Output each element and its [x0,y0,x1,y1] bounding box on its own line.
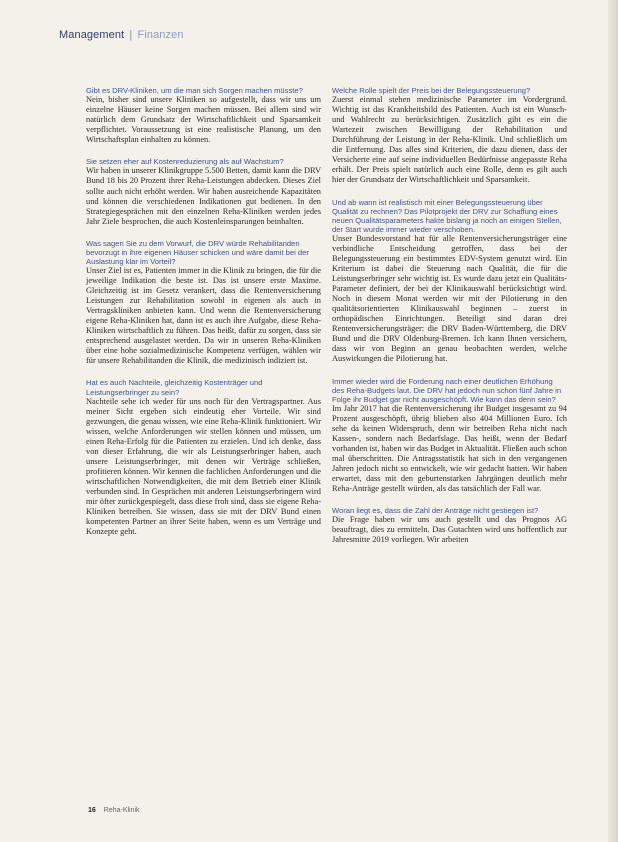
interview-question: Sie setzen eher auf Kostenreduzierung als auf Wachstum? [86,157,284,167]
interview-question: Immer wieder wird die Forderung nach einer deutlichen Erhöhung des Reha-Budgets laut. Die DRV hat jedoch nun schon fünf Jahre in Folge ihr Budget gar nicht ausgeschöpft. Wie kann das denn sein? [332,376,562,404]
interview-answer: Zuerst einmal stehen medizinische Parameter im Vordergrund. Wichtig ist das Krankheitsbild des Patienten. Auch ist ein Wunsch- und Wahlrecht zu berücksichtigen. Zusätzlich gibt es ein die Wartezeit zwischen Bewilligung der Rehabilitation und Durchführung der Leistung in der Reha-Klinik. Und schließlich um die Entfernung. Das alles sind Kriterien, die dazu dienen, dass der Versicherte eine auf seine individuellen Bedürfnisse angepasste Reha erhält. Der Preis spielt natürlich auch eine Rolle, denn es gilt auch hier der Grundsatz der Wirtschaftlichkeit und Sparsamkeit. [332,95,567,185]
interview-answer: Nachteile sehe ich weder für uns noch für den Vertragspartner. Aus meiner Sicht ergeben sich eindeutig eher Vorteile. Wir sind gezwungen, die genau wissen, wie eine Reha-Klinik funktioniert. Wir wissen, welche Anforderungen wir stellen können und müssen, um einen Reha-Erfolg für die Patienten zu erzielen. Und ich denke, dass von dieser Erfahrung, die wir als Leistungserbringer haben, auch unsere Leistungserbringer, mit denen wir Verträge schließen, profitieren können. Wir kennen die fachlichen Anforderungen und die wirtschaftlichen Notwendigkeiten, die mit dem Betrieb einer Klinik verbunden sind. In Gesprächen mit anderen Leistungserbringern wird mir öfter zurückgespiegelt, dass diese froh sind, dass sie eigene Reha-Kliniken betreiben. Sie wissen, dass sie mit der DRV Bund einen kompetenten Partner an ihrer Seite haben, wenn es um Verträge und Konzepte geht. [86,396,321,537]
interview-question: Was sagen Sie zu dem Vorwurf, die DRV würde Rehabilitanden bevorzugt in ihre eigenen Häuser schicken und wäre damit bei der Auslastung klar im Vorteil? [86,238,309,266]
interview-answer: Die Frage haben wir uns auch gestellt und das Prognos AG beauftragt, dies zu ermitteln. Das Gutachten wird uns hoffentlich zur Jahresmitte 2019 vorliegen. Wir arbeiten [332,515,567,545]
left-column [86,86,321,549]
interview-answer: Unser Ziel ist es, Patienten immer in die Klinik zu bringen, die für die jeweilige Indikation die beste ist. Das ist unsere erste Maxime. Gleichzeitig ist im Gesetz verankert, dass die Rentenversicherung Leistungen zur Rehabilitation sowohl in eigenen als auch in Vertragskliniken anbieten kann. Und wenn die Rentenversicherung eigene Reha-Kliniken hat, dann ist es auch ihre Aufgabe, diese Reha-Kliniken wirtschaftlich zu führen. Das heißt, dafür zu sorgen, dass sie entsprechend ausgelastet werden. Da wir in unseren Reha-Kliniken über eine hohe sozialmedizinische Kompetenz verfügen, wählen wir für unsere Rehabilitanden die Klinik, die medizinisch indiziert ist. [86,265,321,366]
interview-question: Hat es auch Nachteile, gleichzeitig Kostenträger und Leistungserbringer zu sein? [86,378,263,397]
right-column [332,86,567,557]
interview-question: Gibt es DRV-Kliniken, um die man sich Sorgen machen müsste? [86,86,303,95]
page-footer [88,807,140,814]
section-header [59,29,184,41]
subsection-title: Finanzen [137,29,184,41]
page-number: 16 [88,807,96,814]
interview-question: Welche Rolle spielt der Preis bei der Belegungssteuerung? [332,86,531,95]
interview-question: Woran liegt es, dass die Zahl der Anträge nicht gestiegen ist? [332,506,539,516]
interview-question: Und ab wann ist realistisch mit einer Belegungssteuerung über Qualität zu rechnen? Das Pilotprojekt der DRV zur Schaffung eines neuen Qualitätsparameters hakte bislang ja noch an einigen Stellen, der Start wurde immer wieder verschoben. [332,197,562,234]
interview-answer: Im Jahr 2017 hat die Rentenversicherung ihr Budget insgesamt zu 94 Prozent ausgeschöpft, übrig blieben also 404 Millionen Euro. Ich sehe da keinen Widerspruch, denn wir betreiben Reha nicht nach Kassen-, sondern nach Bedarfslage. Das heißt, wenn der Bedarf vorhanden ist, haben wir das Budget in Aktualität. Fließen auch schon mal überschritten. Die Antragsstatistik hat sich in den vergangenen Jahren jedoch nicht so entwickelt, wie wir gedacht hatten. Wir haben erwartet, dass mit den geburtenstarken Jahrgängen deutlich mehr Reha-Anträge gestellt würden, als das tatsächlich der Fall war. [332,403,567,494]
section-title: Management [59,29,125,41]
interview-answer: Wir haben in unserer Klinikgruppe 5.500 Betten, damit kann die DRV Bund 18 bis 20 Prozent ihrer Reha-Leistungen abdecken. Dieses Ziel sollte auch nicht erhöht werden. Wir haben ausreichende Kapazitäten und können die verschiedenen Indikationen gut bedienen. In den Strategiegesprächen mit den einzelnen Reha-Kliniken werden jedes Jahr Ziele besprochen, die auch Kostenleinsparungen beinhalten. [86,166,321,226]
header-separator: | [129,29,133,41]
interview-answer: Unser Bundesvorstand hat für alle Rentenversicherungsträger eine verbindliche Entscheidung getroffen, dass bei der Belegungssteuerung ein bestimmtes EDV-System genutzt wird. Ein Kriterium ist dabei die Steuerung nach Qualität, die für die Leistungserbringer sehr wichtig ist. Es wurde dazu jetzt ein Qualitäts-Parameter definiert, der bei der Klinikauswahl berücksichtigt wird. Noch in diesem Monat werden wir mit der Pilotierung in den qualitätsorientierten Klinikauswahl beginnen – zuerst in orthopädischen Einrichtungen. Beteiligt sind daran drei Rentenversicherungsträger: die DRV Baden-Württemberg, die DRV Bund und die DRV Oldenburg-Bremen. Ich kann Ihnen versichern, dass wir von Beginn an genau beobachten werden, welche Auswirkungen die Pilotierung hat. [332,233,567,364]
interview-answer: Nein, bisher sind unsere Kliniken so aufgestellt, dass wir uns um einzelne Häuser keine Sorgen machen müssen. Bei allem sind wir natürlich dem Grundsatz der Wirtschaftlichkeit und Sparsamkeit verpflichtet. Voraussetzung ist eine realistische Planung, um den Wirtschaftsplan einhalten zu können. [86,95,321,145]
magazine-name: Reha-Klinik [103,807,140,814]
page-edge [608,0,618,842]
